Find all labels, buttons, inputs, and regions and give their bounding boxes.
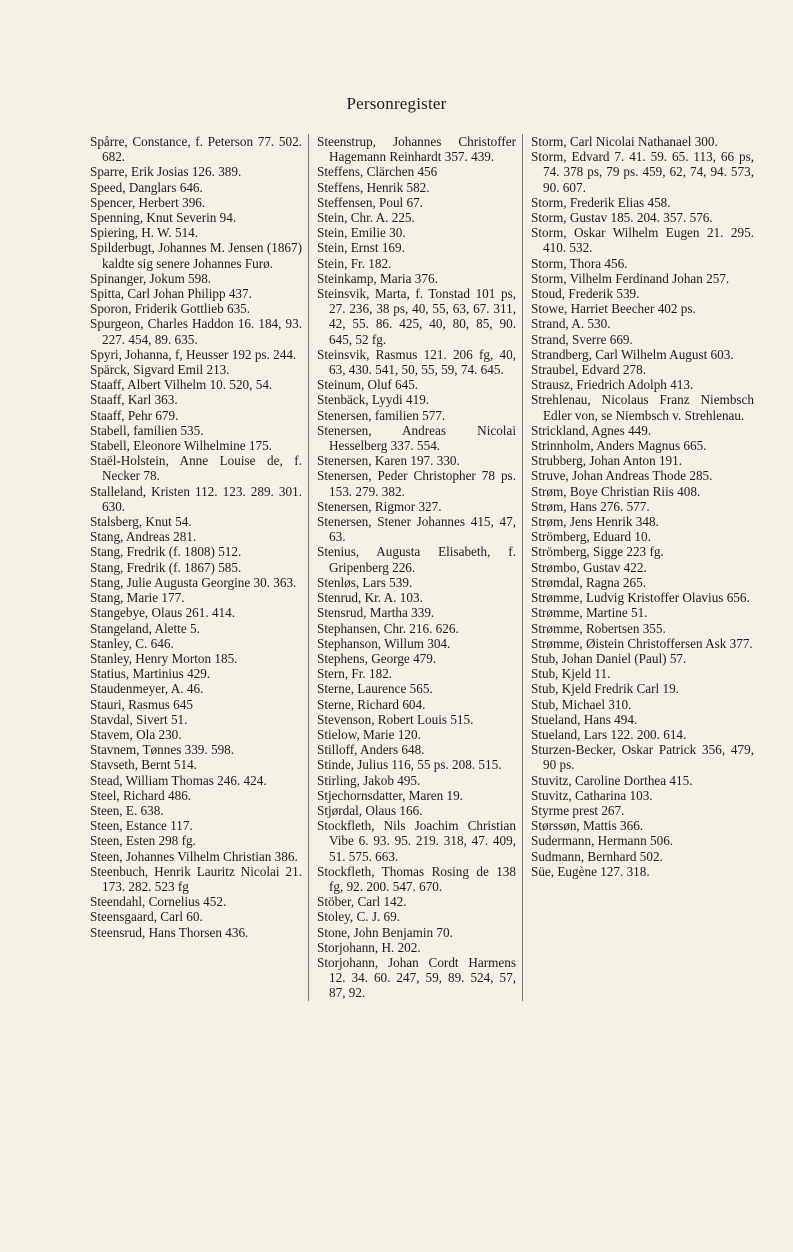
index-entry: Stern, Fr. 182.	[317, 666, 393, 682]
index-entry: Stenersen, Peder Christopher 78 ps. 153. 279. 382.	[317, 468, 516, 499]
index-entry: Spärck, Sigvard Emil 213.	[90, 362, 230, 378]
page-title: Personregister	[346, 94, 447, 113]
index-entry: Stein, Fr. 182.	[317, 255, 392, 271]
index-entry: Steinum, Oluf 645.	[317, 377, 419, 393]
index-entry: Stang, Andreas 281.	[90, 529, 197, 545]
index-entry: Steffensen, Poul 67.	[317, 194, 423, 210]
index-entry: Süe, Eugène 127. 318.	[531, 863, 650, 879]
index-entry: Storm, Vilhelm Ferdinand Johan 257.	[531, 270, 730, 286]
index-entry: Stenius, Augusta Elisabeth, f. Gripenberg 226.	[317, 544, 516, 575]
index-entry: Stein, Ernst 169.	[317, 240, 405, 256]
index-entry: Strand, Sverre 669.	[531, 331, 633, 347]
index-entry: Speed, Danglars 646.	[90, 179, 203, 195]
index-entry: Strømdal, Ragna 265.	[531, 574, 647, 590]
index-entry: Steinsvik, Rasmus 121. 206 fg, 40, 63, 430. 541, 50, 55, 59, 74. 645.	[317, 346, 516, 378]
index-entry: Steffens, Henrik 582.	[317, 179, 430, 195]
index-entry: Staudenmeyer, A. 46.	[90, 681, 204, 697]
index-entry: Spinanger, Jokum 598.	[90, 270, 212, 286]
index-entry: Størssøn, Mattis 366.	[531, 818, 644, 834]
index-column-1	[88, 134, 308, 1001]
index-entry: Stavem, Ola 230.	[90, 726, 182, 742]
index-entry: Sterne, Laurence 565.	[317, 681, 433, 697]
index-entry: Steel, Richard 486.	[90, 787, 192, 803]
index-entry: Stenløs, Lars 539.	[317, 574, 413, 590]
index-entry: Stangebye, Olaus 261. 414.	[90, 605, 236, 621]
index-entry: Strømme, Martine 51.	[531, 605, 648, 621]
index-entry: Steendahl, Cornelius 452.	[90, 894, 227, 910]
index-entry: Stjechornsdatter, Maren 19.	[317, 787, 463, 803]
index-entry: Steenstrup, Johannes Christoffer Hagemann Reinhardt 357. 439.	[317, 134, 516, 165]
index-entry: Steensgaard, Carl 60.	[90, 909, 203, 925]
index-entry: Stead, William Thomas 246. 424.	[90, 772, 267, 788]
index-entry: Steen, Estance 117.	[90, 818, 193, 834]
index-entry: Spårre, Constance, f. Peterson 77. 502. 682.	[90, 134, 302, 165]
index-entry: Steffens, Clärchen 456	[317, 164, 438, 180]
index-entry: Stenersen, Stener Johannes 415, 47, 63.	[317, 514, 516, 545]
index-entry: Stoley, C. J. 69.	[317, 909, 401, 925]
index-entry: Steen, Johannes Vilhelm Christian 386.	[90, 848, 298, 864]
index-entry: Steenbuch, Henrik Lauritz Nicolai 21. 173. 282. 523 fg	[90, 863, 302, 894]
index-entry: Storjohann, H. 202.	[317, 939, 421, 955]
index-entry: Stang, Fredrik (f. 1867) 585.	[90, 559, 242, 575]
index-entry: Staël-Holstein, Anne Louise de, f. Necker 78.	[90, 453, 302, 484]
index-entry: Strømme, Øistein Christoffersen Ask 377.	[531, 635, 753, 651]
index-entry: Storm, Gustav 185. 204. 357. 576.	[531, 210, 713, 226]
index-entry: Stenrud, Kr. A. 103.	[317, 590, 423, 606]
index-entry: Statius, Martinius 429.	[90, 666, 211, 682]
index-entry: Sparre, Erik Josias 126. 389.	[90, 164, 242, 180]
index-entry: Strand, A. 530.	[531, 316, 611, 332]
index-entry: Stoud, Frederik 539.	[531, 286, 640, 302]
index-entry: Steen, Esten 298 fg.	[90, 833, 196, 849]
index-entry: Spyri, Johanna, f, Heusser 192 ps. 244.	[90, 346, 297, 362]
index-entry: Stub, Kjeld Fredrik Carl 19.	[531, 681, 679, 697]
index-entry: Storm, Thora 456.	[531, 255, 628, 271]
index-entry: Staaff, Pehr 679.	[90, 407, 179, 423]
index-entry: Stirling, Jakob 495.	[317, 772, 421, 788]
index-entry: Stanley, Henry Morton 185.	[90, 650, 238, 666]
index-entry: Stalleland, Kristen 112. 123. 289. 301. 630.	[90, 483, 302, 514]
index-entry: Straubel, Edvard 278.	[531, 362, 646, 378]
index-entry: Storjohann, Johan Cordt Harmens 12. 34. 60. 247, 59, 89. 524, 57, 87, 92.	[317, 954, 516, 1001]
index-entry: Spenning, Knut Severin 94.	[90, 210, 237, 226]
index-entry: Stenbäck, Lyydi 419.	[317, 392, 430, 408]
index-entry: Strømme, Ludvig Kristoffer Olavius 656.	[531, 590, 750, 606]
index-entry: Strömberg, Eduard 10.	[531, 529, 651, 545]
index-entry: Steensrud, Hans Thorsen 436.	[90, 924, 249, 940]
index-column-3	[522, 134, 760, 1001]
index-entry: Steinkamp, Maria 376.	[317, 270, 438, 286]
index-entry: Stephens, George 479.	[317, 650, 437, 666]
index-entry: Stjørdal, Olaus 166.	[317, 802, 423, 818]
index-entry: Spilderbugt, Johannes M. Jensen (1867) kaldte sig senere Johannes Furø.	[90, 240, 302, 271]
index-entry: Strøm, Jens Henrik 348.	[531, 514, 659, 530]
index-entry: Stevenson, Robert Louis 515.	[317, 711, 474, 727]
index-entry: Stuvitz, Caroline Dorthea 415.	[531, 772, 693, 788]
index-entry: Strubberg, Johan Anton 191.	[531, 453, 683, 469]
index-entry: Stone, John Benjamin 70.	[317, 924, 453, 940]
index-entry: Strausz, Friedrich Adolph 413.	[531, 377, 694, 393]
index-entry: Strøm, Hans 276. 577.	[531, 498, 650, 514]
index-entry: Stinde, Julius 116, 55 ps. 208. 515.	[317, 757, 502, 773]
index-entry: Stenersen, Andreas Nicolai Hesselberg 337. 554.	[317, 422, 516, 454]
index-entry: Struve, Johan Andreas Thode 285.	[531, 468, 713, 484]
index-entry: Stein, Emilie 30.	[317, 225, 406, 241]
index-entry: Stangeland, Alette 5.	[90, 620, 200, 636]
index-entry: Sudermann, Hermann 506.	[531, 833, 674, 849]
index-entry: Stephanson, Willum 304.	[317, 635, 451, 651]
index-entry: Stabell, familien 535.	[90, 422, 204, 438]
index-entry: Styrme prest 267.	[531, 802, 625, 818]
index-entry: Stang, Marie 177.	[90, 590, 185, 606]
index-entry: Stockfleth, Thomas Rosing de 138 fg, 92. 200. 547. 670.	[317, 863, 516, 894]
index-entry: Stalsberg, Knut 54.	[90, 514, 192, 530]
index-entry: Stielow, Marie 120.	[317, 726, 421, 742]
index-entry: Strickland, Agnes 449.	[531, 422, 652, 438]
index-columns	[88, 134, 760, 1001]
index-entry: Storm, Edvard 7. 41. 59. 65. 113, 66 ps, 74. 378 ps, 79 ps. 459, 62, 74, 94. 573, 90. 607.	[531, 149, 754, 195]
index-entry: Stanley, C. 646.	[90, 635, 174, 651]
index-entry: Stavseth, Bernt 514.	[90, 757, 197, 773]
index-entry: Strømme, Robertsen 355.	[531, 620, 666, 636]
index-entry: Staaff, Karl 363.	[90, 392, 178, 408]
index-entry: Stowe, Harriet Beecher 402 ps.	[531, 301, 696, 317]
index-column-2	[308, 134, 522, 1001]
index-entry: Sudmann, Bernhard 502.	[531, 848, 663, 864]
index-entry: Stub, Michael 310.	[531, 696, 632, 712]
index-entry: Stavdal, Sivert 51.	[90, 711, 188, 727]
index-entry: Stub, Kjeld 11.	[531, 666, 611, 682]
index-entry: Sterne, Richard 604.	[317, 696, 426, 712]
index-entry: Spencer, Herbert 396.	[90, 194, 206, 210]
index-entry: Spitta, Carl Johan Philipp 437.	[90, 286, 252, 302]
index-entry: Stueland, Lars 122. 200. 614.	[531, 726, 687, 742]
index-entry: Sturzen-Becker, Oskar Patrick 356, 479, 90 ps.	[531, 742, 754, 773]
index-entry: Storm, Frederik Elias 458.	[531, 194, 671, 210]
index-entry: Steinsvik, Marta, f. Tonstad 101 ps, 27. 236, 38 ps, 40, 55, 63, 67. 311, 42, 55. 86. 425, 40, 80, 85, 90. 645, 52 fg.	[317, 286, 516, 347]
index-entry: Stub, Johan Daniel (Paul) 57.	[531, 650, 687, 666]
index-entry: Stilloff, Anders 648.	[317, 742, 425, 758]
index-entry: Stang, Fredrik (f. 1808) 512.	[90, 544, 242, 560]
index-entry: Spurgeon, Charles Haddon 16. 184, 93. 227. 454, 89. 635.	[90, 316, 302, 347]
index-entry: Strinnholm, Anders Magnus 665.	[531, 438, 707, 454]
index-entry: Stenersen, familien 577.	[317, 407, 446, 423]
index-entry: Staaff, Albert Vilhelm 10. 520, 54.	[90, 377, 273, 393]
index-entry: Stabell, Eleonore Wilhelmine 175.	[90, 438, 272, 454]
index-entry: Stensrud, Martha 339.	[317, 605, 435, 621]
index-entry: Stavnem, Tønnes 339. 598.	[90, 742, 235, 758]
index-entry: Steen, E. 638.	[90, 802, 164, 818]
index-entry: Strømbo, Gustav 422.	[531, 559, 647, 575]
index-entry: Stöber, Carl 142.	[317, 894, 407, 910]
index-entry: Stang, Julie Augusta Georgine 30. 363.	[90, 574, 297, 590]
index-entry: Storm, Oskar Wilhelm Eugen 21. 295. 410. 532.	[531, 225, 754, 256]
index-entry: Strandberg, Carl Wilhelm August 603.	[531, 346, 734, 362]
index-entry: Stephansen, Chr. 216. 626.	[317, 620, 459, 636]
index-entry: Strömberg, Sigge 223 fg.	[531, 544, 664, 560]
index-entry: Stueland, Hans 494.	[531, 711, 638, 727]
index-entry: Strehlenau, Nicolaus Franz Niembsch Edler von, se Niembsch v. Strehlenau.	[531, 392, 754, 423]
index-entry: Sporon, Friderik Gottlieb 635.	[90, 301, 251, 317]
index-entry: Stenersen, Rigmor 327.	[317, 498, 442, 514]
index-entry: Stenersen, Karen 197. 330.	[317, 453, 460, 469]
index-entry: Stockfleth, Nils Joachim Christian Vibe 6. 93. 95. 219. 318, 47. 409, 51. 575. 663.	[317, 818, 516, 864]
index-entry: Strøm, Boye Christian Riis 408.	[531, 483, 701, 499]
index-entry: Stein, Chr. A. 225.	[317, 210, 415, 226]
index-entry: Storm, Carl Nicolai Nathanael 300.	[531, 134, 718, 149]
index-entry: Stauri, Rasmus 645	[90, 696, 193, 712]
index-entry: Spiering, H. W. 514.	[90, 225, 199, 241]
index-entry: Stuvitz, Catharina 103.	[531, 787, 653, 803]
